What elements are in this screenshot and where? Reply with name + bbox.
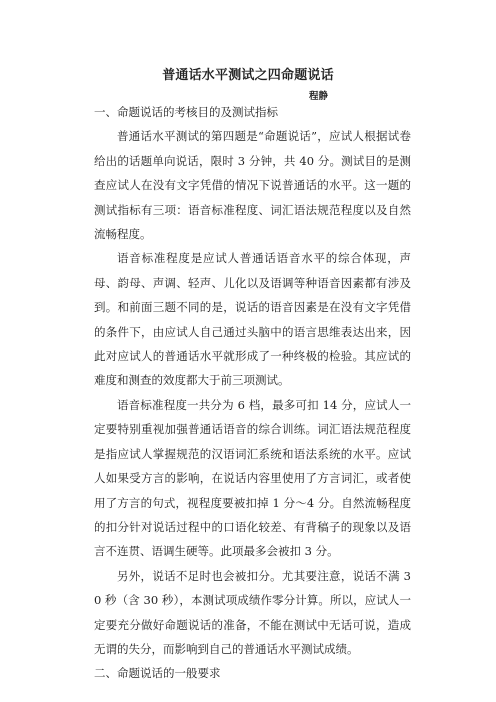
section-heading-1: 一、命题说话的考核目的及测试指标 [94,105,278,119]
paragraph-1: 普通话水平测试的第四题是“命题说话”，应试人根据试卷给出的话题单向说话，限时 3 分钟，共 40 分。测试目的是测查应试人在没有文字凭借的情况下说普通话的水平。这一题的测试指标有三项：语音标准程度、词汇语法规范程度以及自然流畅程度。 [94,129,411,242]
document-author: 程静 [308,91,328,102]
paragraph-4: 另外，说话不足时也会被扣分。尤其要注意，说话不满 30 秒（含 30 秒），本测试项成绩作零分计算。所以，应试人一定要充分做好命题说话的准备，不能在测试中无话可说，造成无谓的失分，而影响到自己的普通话水平测试成绩。 [94,568,411,656]
paragraph-3: 语音标准程度一共分为 6 档，最多可扣 14 分，应试人一定要特别重视加强普通话语音的综合训练。词汇语法规范程度是指应试人掌握规范的汉语词汇系统和语法系统的水平。应试人如果受方言的影响，在说话内容里使用了方言词汇，或者使用了方言的句式，视程度要被扣掉 1 分～4 分。自然流畅程度的扣分针对说话过程中的口语化较差、有背稿子的现象以及语言不连贯、语调生硬等。此项最多会被扣 3 分。 [94,397,411,559]
section-heading-2: 二、命题说话的一般要求 [94,666,221,681]
document-title: 普通话水平测试之四命题说话 [162,68,334,83]
document-body [94,100,411,686]
paragraph-2: 语音标准程度是应试人普通话语音水平的综合体现，声母、韵母、声调、轻声、儿化以及语调等种语音因素都有涉及到。和前面三题不同的是，说话的语音因素是在没有文字凭借的条件下，由应试人自己通过头脑中的语言思维表达出来，因此对应试人的普通话水平就形成了一种终极的检验。其应试的难度和测查的效度都大于前三项测试。 [94,251,411,388]
